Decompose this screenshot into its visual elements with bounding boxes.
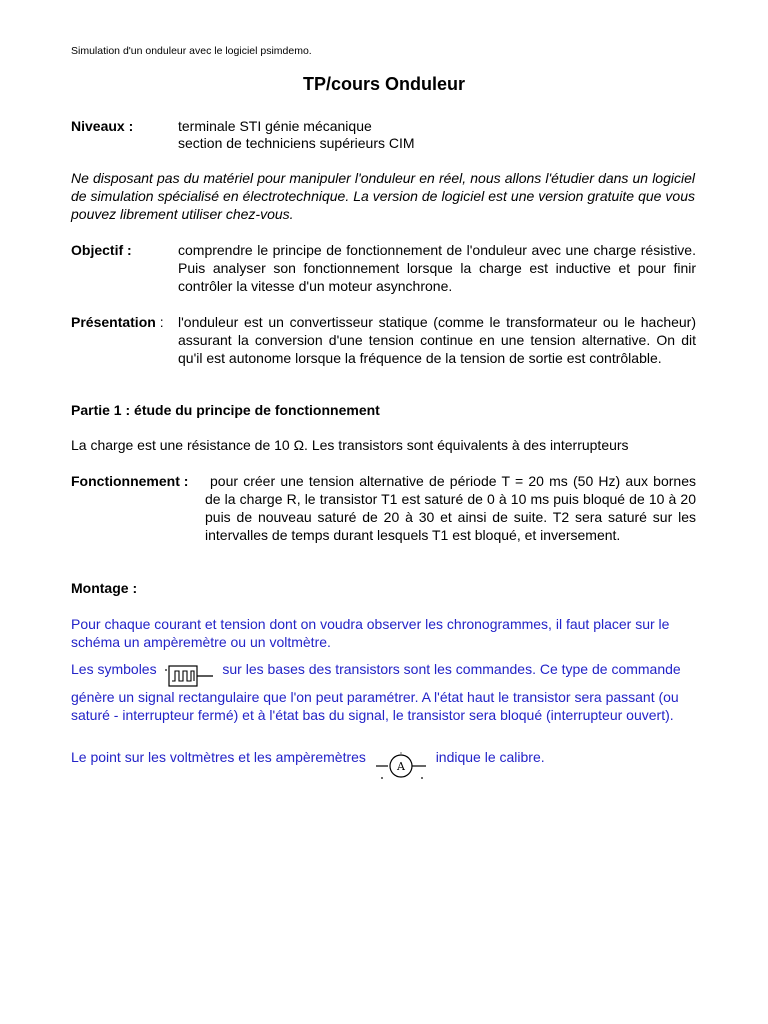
square-wave-source-icon — [163, 664, 215, 688]
niveaux-line-1: terminale STI génie mécanique — [178, 118, 372, 134]
presentation-colon: : — [159, 314, 164, 330]
ammeter-icon — [372, 751, 430, 781]
calibre-text-before: Le point sur les voltmètres et les ampèremètres — [71, 749, 366, 765]
calibre-text-after: indique le calibre. — [435, 749, 545, 765]
blue-paragraph-commands — [71, 660, 701, 724]
presentation-label: Présentation — [71, 314, 156, 330]
page-title: TP/cours Onduleur — [302, 74, 466, 94]
fonctionnement-label: Fonctionnement : — [71, 473, 189, 489]
blue-paragraph-meters: Pour chaque courant et tension dont on voudra observer les chronogrammes, il faut placer sur le schéma un ampèremètre ou un voltmètre. — [71, 616, 670, 650]
symbols-text-after: sur les bases des transistors sont les commandes. Ce type de commande génère un signal rectangulaire que l'on peut paramétrer. A l'état haut le transistor sera passant (ou saturé - interrupteur fermé) et à l'état bas du signal, le transistor sera bloqué (interrupteur ouvert). — [71, 661, 681, 724]
page-header: Simulation d'un onduleur avec le logiciel psimdemo. — [71, 45, 312, 57]
charge-paragraph: La charge est une résistance de 10 Ω. Les transistors sont équivalents à des interrupteurs — [71, 437, 629, 453]
symbols-text-before: Les symboles — [71, 661, 157, 677]
presentation-label-row — [71, 313, 164, 331]
section-heading-partie-1: Partie 1 : étude du principe de fonctionnement — [71, 402, 380, 418]
ammeter-letter: A — [396, 760, 405, 774]
intro-paragraph: Ne disposant pas du matériel pour manipuler l'onduleur en réel, nous allons l'étudier dans un logiciel de simulation spécialisé en électrotechnique. La version de logiciel est une version gratuite que vous pouvez librement utiliser chez-vous. — [71, 170, 695, 222]
fonctionnement-text: pour créer une tension alternative de période T = 20 ms (50 Hz) aux bornes de la charge R, le transistor T1 est saturé de 0 à 10 ms puis bloqué de 10 à 20 puis de nouveau saturé de 20 à 30 et ainsi de suite. T2 sera saturé sur les intervalles de temps durant lesquels T1 est bloqué, et inversement. — [205, 473, 696, 543]
presentation-text: l'onduleur est un convertisseur statique (comme le transformateur ou le hacheur) assurant la conversion d'une tension continue en une tension alternative. On dit qu'il est autonome lorsque la fréquence de la tension de sortie est contrôlable. — [178, 314, 696, 366]
blue-paragraph-calibre — [71, 748, 701, 781]
objectif-text: comprendre le principe de fonctionnement de l'onduleur avec une charge résistive. Puis analyser son fonctionnement lorsque la charge est inductive et pour finir contrôler la vitesse d'un moteur asynchrone. — [178, 242, 696, 294]
objectif-label: Objectif : — [71, 242, 132, 258]
niveaux-line-2: section de techniciens supérieurs CIM — [178, 135, 415, 151]
section-heading-montage: Montage : — [71, 580, 138, 596]
niveaux-label: Niveaux : — [71, 118, 134, 134]
